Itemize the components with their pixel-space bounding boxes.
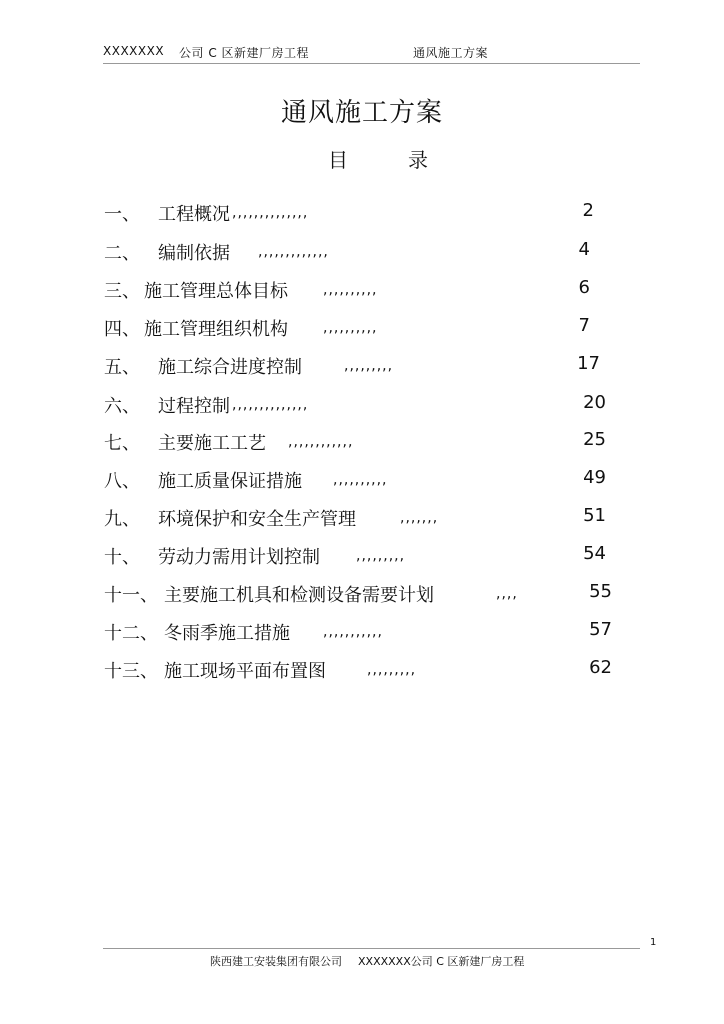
- toc-number: 七、: [104, 433, 140, 454]
- toc-leader: ,,,,,,,,,,: [333, 472, 388, 488]
- toc-page: 62: [589, 657, 612, 678]
- toc-page: 57: [589, 619, 612, 640]
- toc-number: 八、: [104, 471, 140, 492]
- toc-number: 十一、: [104, 585, 158, 606]
- toc-number: 十三、: [104, 661, 158, 682]
- toc-page: 6: [578, 277, 590, 298]
- toc-leader: ,,,,,,,,,: [344, 358, 394, 374]
- toc-page: 55: [589, 581, 612, 602]
- toc-row: [0, 353, 724, 383]
- toc-leader: ,,,,,,,,,: [367, 662, 417, 678]
- toc-row: [0, 200, 724, 230]
- toc-row: [0, 429, 724, 459]
- toc-leader: ,,,,,,,,,,,,: [288, 434, 354, 450]
- toc-number: 九、: [104, 509, 140, 530]
- toc-title: 编制依据: [158, 243, 230, 264]
- toc-leader: ,,,,,,,,,,,,,,: [232, 205, 309, 221]
- header-doc-title: 通风施工方案: [413, 46, 489, 60]
- toc-row: [0, 543, 724, 573]
- toc-title: 施工管理组织机构: [144, 319, 288, 340]
- toc-leader: ,,,,,,,: [400, 510, 439, 526]
- toc-page: 7: [578, 315, 590, 336]
- toc-title: 主要施工机具和检测设备需要计划: [164, 585, 434, 606]
- toc-number: 二、: [104, 243, 140, 264]
- toc-leader: ,,,,,,,,,,: [323, 320, 378, 336]
- toc-leader: ,,,,,,,,,,,,,: [258, 244, 329, 260]
- toc-title: 过程控制: [158, 396, 230, 417]
- toc-number: 十、: [104, 547, 140, 568]
- header-company: XXXXXXX: [103, 44, 165, 58]
- toc-row: [0, 505, 724, 535]
- toc-title: 施工综合进度控制: [158, 357, 302, 378]
- toc-leader: ,,,,,,,,,,,,,,: [232, 397, 309, 413]
- toc-heading-char-2: 录: [408, 148, 428, 172]
- toc-heading-char-1: 目: [328, 148, 348, 172]
- toc-page: 2: [582, 200, 594, 221]
- page-number: 1: [650, 937, 657, 948]
- toc-title: 冬雨季施工措施: [164, 623, 290, 644]
- toc-title: 主要施工工艺: [158, 433, 266, 454]
- toc-row: [0, 657, 724, 687]
- header-rule: [103, 63, 640, 64]
- toc-leader: ,,,,,,,,,: [356, 548, 406, 564]
- toc-number: 十二、: [104, 623, 158, 644]
- toc-page: 25: [583, 429, 606, 450]
- toc-leader: ,,,,: [496, 586, 518, 602]
- toc-page: 4: [578, 239, 590, 260]
- toc-leader: ,,,,,,,,,,,: [323, 624, 383, 640]
- toc-page: 51: [583, 505, 606, 526]
- toc-page: 20: [583, 392, 606, 413]
- toc-number: 四、: [104, 319, 140, 340]
- toc-row: [0, 467, 724, 497]
- toc-number: 六、: [104, 396, 140, 417]
- toc-page: 49: [583, 467, 606, 488]
- toc-row: [0, 277, 724, 307]
- footer-rule: [103, 948, 640, 949]
- toc-title: 环境保护和安全生产管理: [158, 509, 356, 530]
- header-project: 公司 C 区新建厂房工程: [179, 46, 310, 60]
- footer-project: XXXXXXX公司 C 区新建厂房工程: [358, 955, 525, 968]
- toc-title: 施工现场平面布置图: [164, 661, 326, 682]
- toc-row: [0, 619, 724, 649]
- toc-row: [0, 581, 724, 611]
- toc-leader: ,,,,,,,,,,: [323, 282, 378, 298]
- toc-title: 劳动力需用计划控制: [158, 547, 320, 568]
- document-title: 通风施工方案: [280, 98, 443, 128]
- toc-title: 施工管理总体目标: [144, 281, 288, 302]
- toc-number: 一、: [104, 204, 140, 225]
- toc-row: [0, 315, 724, 345]
- toc-page: 17: [577, 353, 600, 374]
- toc-row: [0, 239, 724, 269]
- toc-number: 五、: [104, 357, 140, 378]
- toc-number: 三、: [104, 281, 140, 302]
- toc-row: [0, 392, 724, 422]
- footer-org: 陕西建工安装集团有限公司: [210, 955, 342, 968]
- toc-title: 施工质量保证措施: [158, 471, 302, 492]
- toc-title: 工程概况: [158, 204, 230, 225]
- toc-page: 54: [583, 543, 606, 564]
